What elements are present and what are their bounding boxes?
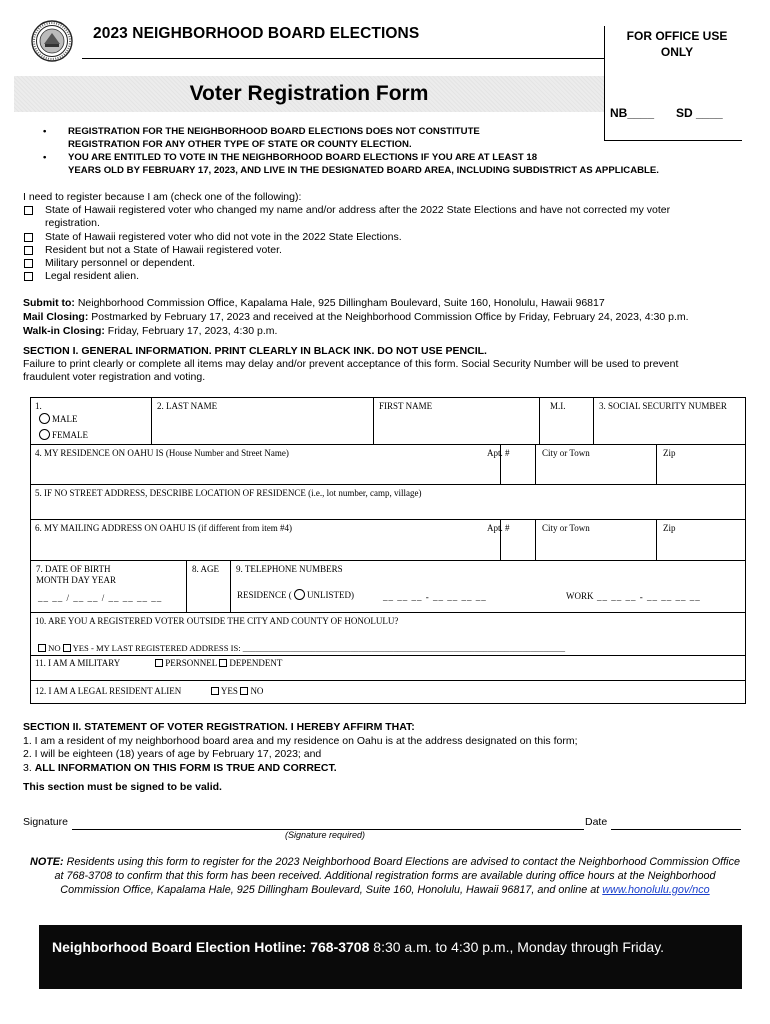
age-label: 8. AGE: [192, 564, 219, 574]
reason-option-cont: registration.: [45, 217, 100, 230]
mi-label: M.I.: [550, 401, 566, 411]
radio-icon[interactable]: [39, 429, 50, 440]
reasons-intro: I need to register because I am (check one of the following):: [23, 191, 302, 203]
nco-link[interactable]: www.honolulu.gov/nco: [602, 883, 710, 896]
hotline-text: [52, 939, 664, 957]
walkin-closing: Walk-in Closing: Friday, February 17, 2023, 4:30 p.m.: [23, 325, 278, 337]
date-field[interactable]: [611, 829, 741, 830]
office-nb-field: NB____: [610, 106, 655, 120]
military-label: 11. I AM A MILITARY: [35, 658, 121, 668]
section-2: [23, 721, 753, 795]
checkbox-icon[interactable]: [24, 233, 33, 242]
hotline-number: Neighborhood Board Election Hotline: 768-3708: [52, 939, 370, 955]
office-use-divider: [604, 26, 605, 140]
mail-closing: Mail Closing: Postmarked by February 17, 2023 and received at the Neighborhood Commission Office by Friday, February 24, 2023, 4:30 p.m.: [23, 311, 689, 323]
alien-options[interactable]: YES NO: [211, 686, 263, 697]
female-option[interactable]: FEMALE: [39, 429, 88, 441]
hotline-hours: 8:30 a.m. to 4:30 p.m., Monday through Friday.: [369, 939, 665, 955]
apt-label: Apt. #: [487, 448, 510, 458]
general-info-table: [30, 397, 746, 704]
affirm-item-1: 1. I am a resident of my neighborhood board area and my residence on Oahu is at the address designated on this form;: [23, 734, 578, 747]
affirm-item-2: 2. I will be eighteen (18) years of age by February 17, 2023; and: [23, 748, 322, 761]
mailing-city-label: City or Town: [542, 523, 590, 533]
office-use-rule: [604, 140, 742, 141]
checkbox-icon[interactable]: [24, 246, 33, 255]
zip-label: Zip: [663, 448, 676, 458]
registered-answer[interactable]: NO YES - MY LAST REGISTERED ADDRESS IS: ___________________________________________________________________________: [38, 643, 565, 654]
reason-option[interactable]: Military personnel or dependent.: [23, 257, 743, 270]
signature-label: Signature: [23, 816, 68, 828]
dob-label: 7. DATE OF BIRTH: [36, 564, 111, 574]
checkbox-icon[interactable]: [24, 259, 33, 268]
reason-option[interactable]: State of Hawaii registered voter who did not vote in the 2022 State Elections.: [23, 231, 743, 244]
checkbox-icon[interactable]: [24, 272, 33, 281]
checkbox-icon[interactable]: [38, 644, 46, 652]
office-sd-field: SD ____: [676, 106, 723, 120]
military-row: [31, 656, 746, 681]
form-title: Voter Registration Form: [189, 82, 429, 105]
mailing-zip-label: Zip: [663, 523, 676, 533]
mi-field[interactable]: [540, 398, 594, 445]
ssn-label: 3. SOCIAL SECURITY NUMBER: [599, 401, 727, 411]
section-2-heading: SECTION II. STATEMENT OF VOTER REGISTRATION. I HEREBY AFFIRM THAT:: [23, 721, 415, 733]
male-option[interactable]: MALE: [39, 413, 78, 425]
city-label: City or Town: [542, 448, 590, 458]
submission-info: [23, 296, 753, 338]
dob-blanks: __ __ / __ __ / __ __ __ __: [38, 593, 163, 603]
dob-parts: MONTH DAY YEAR: [36, 575, 117, 585]
mailing-apt-label: Apt. #: [487, 523, 510, 533]
mailing-label: 6. MY MAILING ADDRESS ON OAHU IS (if different from item #4): [35, 523, 292, 533]
hotline-banner: [39, 925, 742, 989]
form-title-banner: [14, 76, 604, 112]
checkbox-icon[interactable]: [155, 659, 163, 667]
election-title: 2023 NEIGHBORHOOD BOARD ELECTIONS: [93, 25, 420, 42]
residence-label: 4. MY RESIDENCE ON OAHU IS (House Number and Street Name): [35, 448, 289, 458]
reason-option[interactable]: Legal resident alien.: [23, 270, 743, 283]
checkbox-icon[interactable]: [63, 644, 71, 652]
bullet-icon: •: [43, 126, 47, 137]
work-phone-label: WORK: [566, 591, 594, 601]
affirm-item-3: 3. ALL INFORMATION ON THIS FORM IS TRUE AND CORRECT.: [23, 761, 337, 774]
header-rule: [82, 58, 605, 59]
item-1-label: 1.: [35, 401, 42, 411]
checkbox-icon[interactable]: [219, 659, 227, 667]
office-use-label: FOR OFFICE USE ONLY: [626, 29, 728, 59]
must-sign-note: This section must be signed to be valid.: [23, 781, 222, 794]
registration-reasons: [23, 191, 743, 283]
phone-label: 9. TELEPHONE NUMBERS: [236, 564, 343, 574]
reason-option[interactable]: Resident but not a State of Hawaii registered voter.: [23, 244, 743, 257]
first-name-label: FIRST NAME: [379, 401, 433, 411]
residence-phone-blanks: __ __ __ - __ __ __ __: [383, 592, 487, 602]
radio-icon[interactable]: [294, 589, 305, 600]
location-label: 5. IF NO STREET ADDRESS, DESCRIBE LOCATION OF RESIDENCE (i.e., lot number, camp, village): [35, 488, 422, 498]
residence-phone[interactable]: RESIDENCE ( UNLISTED): [237, 590, 354, 600]
ssn-field[interactable]: [594, 398, 746, 445]
date-label: Date: [585, 816, 608, 828]
reason-option[interactable]: State of Hawaii registered voter who changed my name and/or address after the 2022 State Elections and have not corrected my voter: [23, 204, 743, 217]
registered-question: 10. ARE YOU A REGISTERED VOTER OUTSIDE THE CITY AND COUNTY OF HONOLULU?: [35, 616, 399, 626]
bullet-icon: •: [43, 152, 47, 163]
section-1-note: Failure to print clearly or complete all items may delay and/or prevent acceptance of this form. Social Security Number will be used to prevent fraudulent voter registration and voting.: [23, 358, 679, 384]
city-seal-logo: [31, 20, 73, 62]
last-name-label: 2. LAST NAME: [157, 401, 218, 411]
checkbox-icon[interactable]: [211, 687, 219, 695]
military-options[interactable]: PERSONNEL DEPENDENT: [155, 658, 282, 669]
section-1-heading: SECTION I. GENERAL INFORMATION. PRINT CLEARLY IN BLACK INK. DO NOT USE PENCIL.: [23, 345, 487, 357]
alien-label: 12. I AM A LEGAL RESIDENT ALIEN: [35, 686, 182, 696]
checkbox-icon[interactable]: [240, 687, 248, 695]
submit-to: Submit to: Neighborhood Commission Office, Kapalama Hale, 925 Dillingham Boulevard, Suite 160, Honolulu, Hawaii 96817: [23, 297, 605, 309]
checkbox-icon[interactable]: [24, 206, 33, 215]
note-paragraph: NOTE: Residents using this form to register for the 2023 Neighborhood Board Elections are advised to contact the Neighborhood Commission Office at 768-3708 to confirm that this form has been received. Additional registration forms are available during office hours at the Neighborhood Commission Office, Kapalama Hale, 925 Dillingham Boulevard, Suite 160, Honolulu, Hawaii 96817, and online at www.honolulu.gov/nco: [30, 856, 740, 896]
signature-required-note: (Signature required): [285, 830, 366, 840]
radio-icon[interactable]: [39, 413, 50, 424]
work-phone-blanks: __ __ __ - __ __ __ __: [597, 592, 701, 602]
